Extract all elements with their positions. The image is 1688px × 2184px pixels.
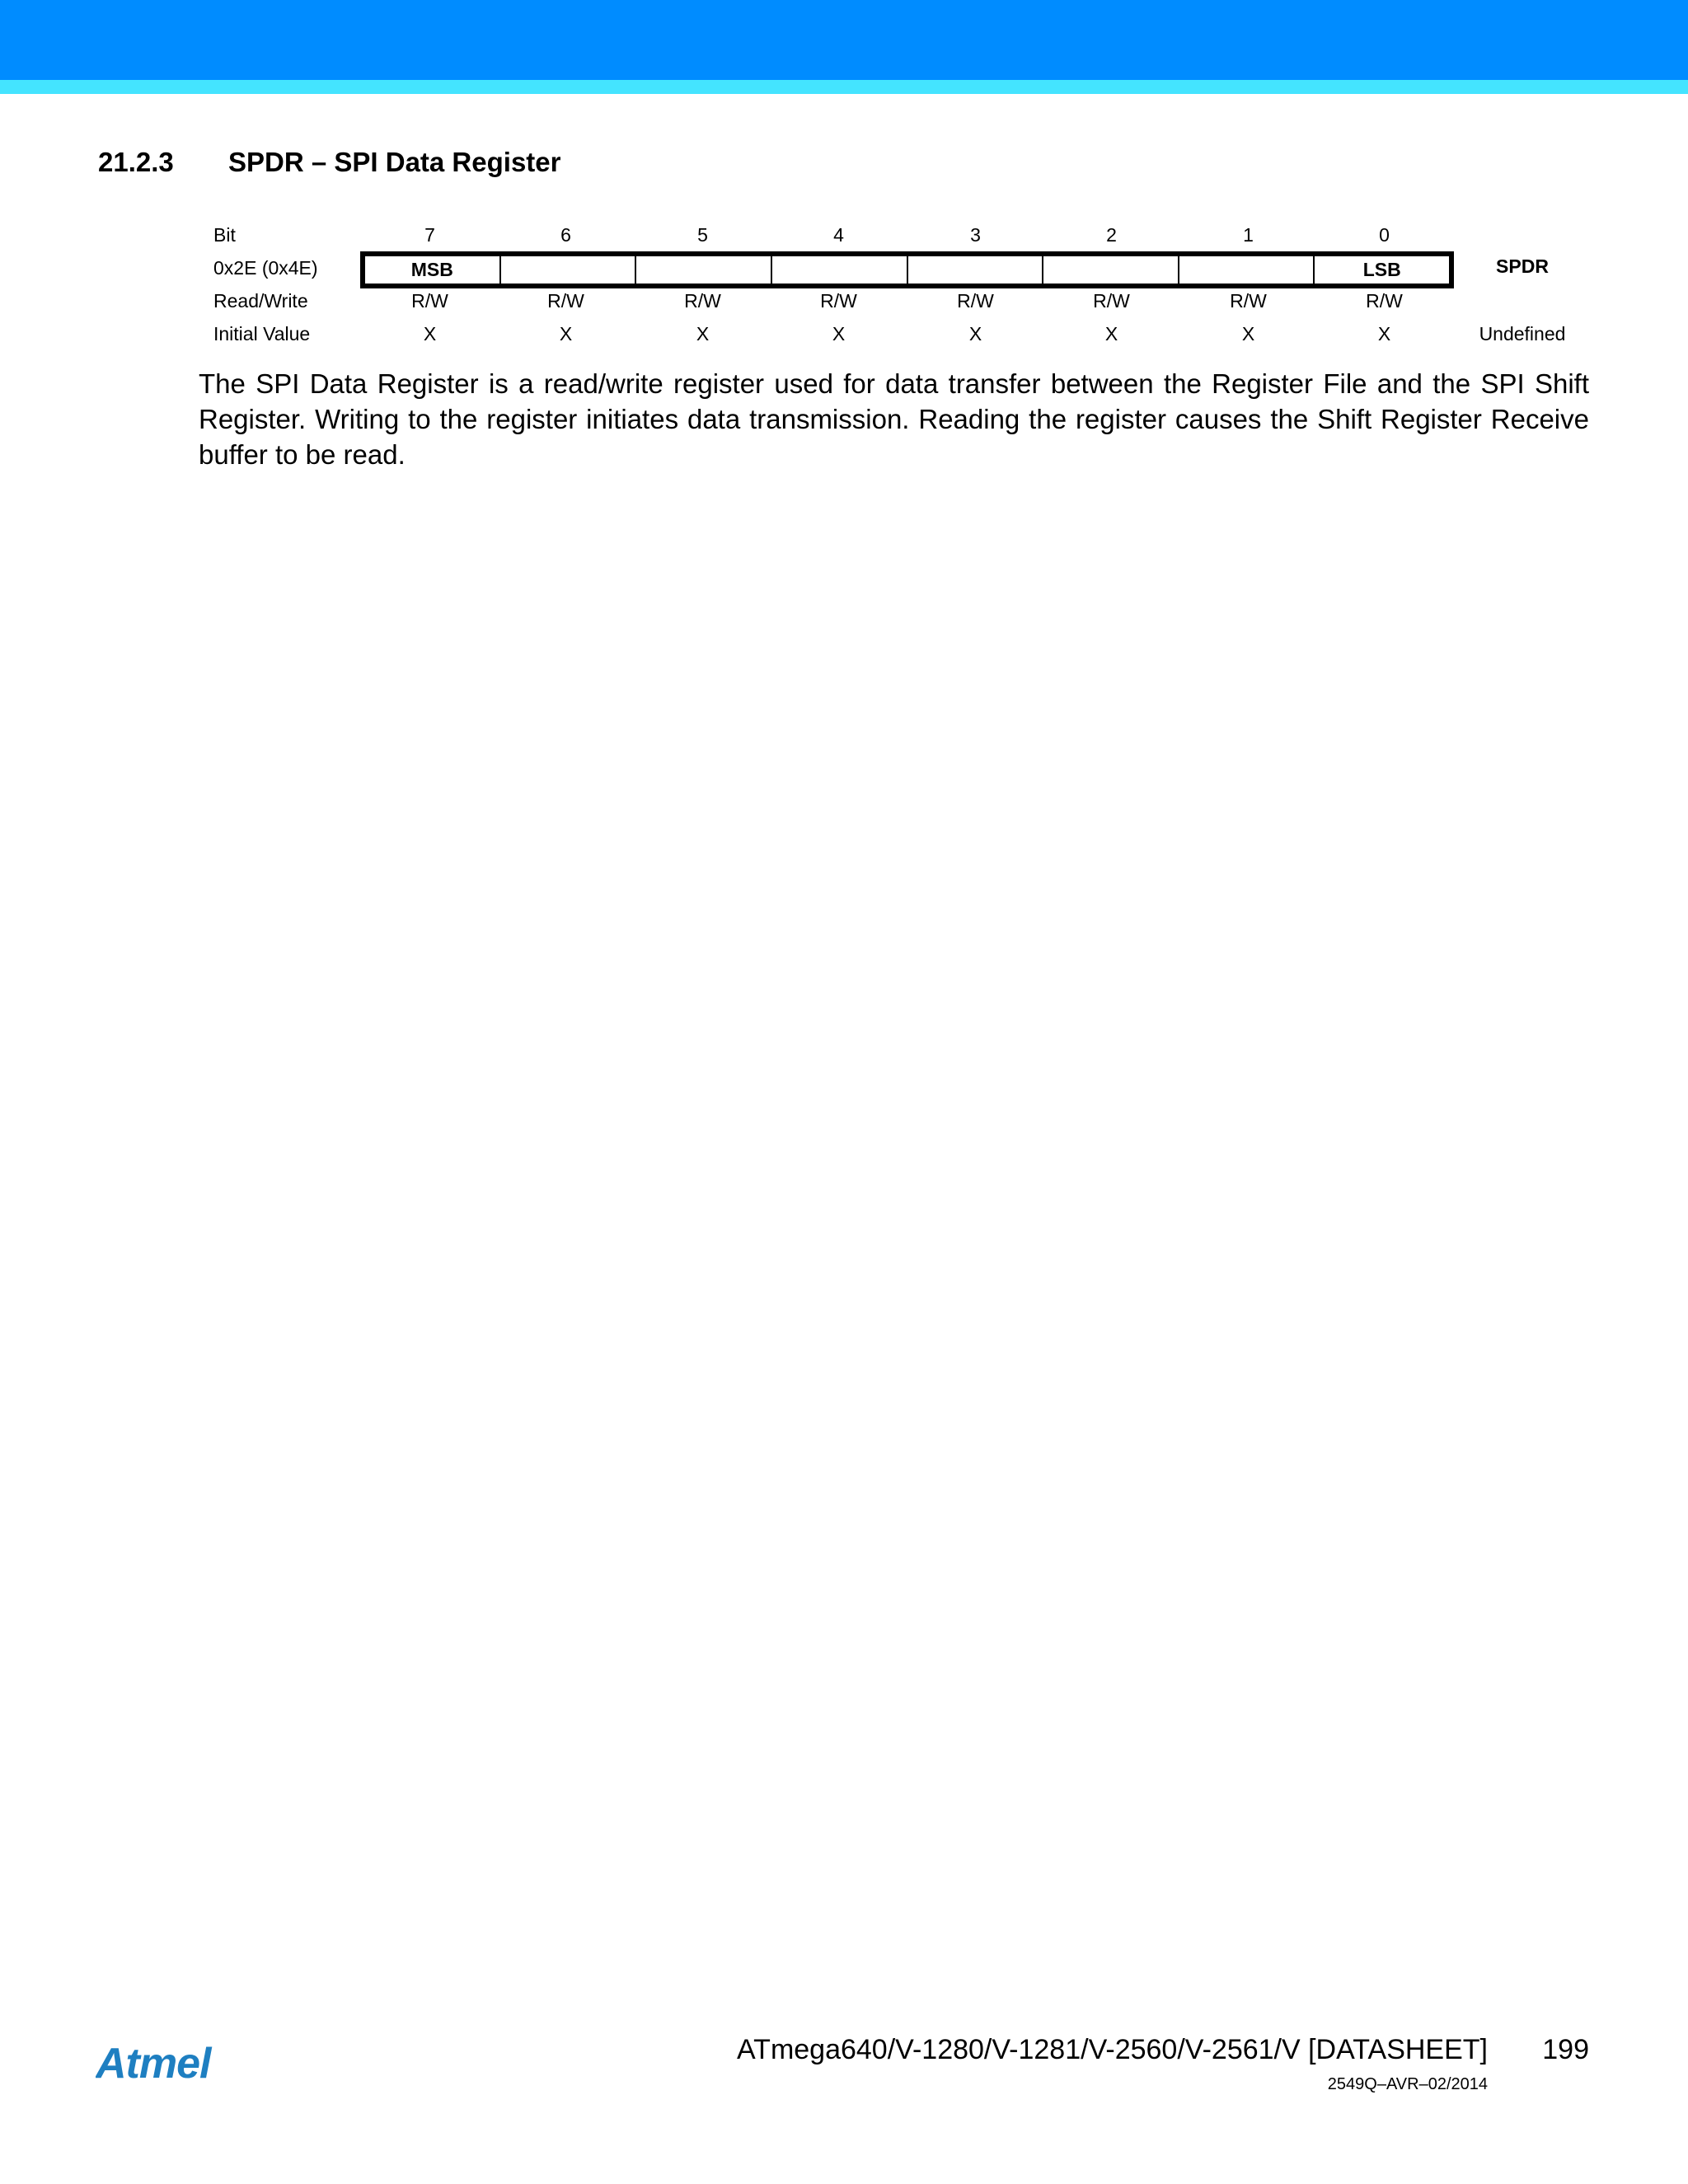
body-paragraph: The SPI Data Register is a read/write register used for data transfer between the Register File and the SPI Shift Register. Writing to the register initiates data transmission. Reading the register causes the Shift Register Receive buffer to be read.	[199, 368, 1589, 470]
access-cell: R/W	[547, 290, 584, 312]
initial-value-cell: X	[1104, 323, 1118, 344]
initial-value-cell: X	[832, 323, 846, 344]
initial-value-cell: X	[1377, 323, 1391, 344]
read-write-row-label: Read/Write	[213, 290, 308, 312]
initial-value-cell: X	[1241, 323, 1255, 344]
access-cell: R/W	[411, 290, 448, 312]
access-cell: R/W	[1230, 290, 1267, 312]
footer-page-number: 199	[1542, 2034, 1589, 2065]
bit-number: 6	[560, 224, 571, 246]
access-cell: R/W	[1093, 290, 1130, 312]
footer-doc-title: ATmega640/V-1280/V-1281/V-2560/V-2561/V [DATASHEET]	[737, 2034, 1488, 2065]
atmel-logo	[96, 2040, 240, 2090]
bit-field	[636, 256, 772, 284]
bit-number: 4	[833, 224, 844, 246]
bit-field: LSB	[1362, 259, 1401, 280]
section-title: SPDR – SPI Data Register	[228, 147, 561, 177]
header-stripe	[0, 80, 1688, 94]
initial-value-row-label: Initial Value	[213, 323, 311, 344]
bit-row-label: Bit	[213, 224, 236, 246]
access-cell: R/W	[684, 290, 721, 312]
access-cell: R/W	[820, 290, 857, 312]
initial-value-cell: X	[696, 323, 710, 344]
bit-field	[772, 256, 908, 284]
bit-field: MSB	[365, 256, 501, 284]
bit-number: 7	[424, 224, 435, 246]
bit-number: 2	[1106, 224, 1117, 246]
header-band	[0, 0, 1688, 80]
bit-number: 5	[697, 224, 708, 246]
initial-value-note: Undefined	[1479, 323, 1566, 344]
register-name: SPDR	[1496, 255, 1549, 277]
footer-doc-number: 2549Q–AVR–02/2014	[1327, 2075, 1488, 2093]
bit-number: 0	[1379, 224, 1390, 246]
bit-number: 3	[970, 224, 981, 246]
initial-value-cell: X	[968, 323, 982, 344]
bit-number: 1	[1243, 224, 1254, 246]
atmel-logo-text: Atmel	[96, 2040, 211, 2086]
register-field-box	[360, 251, 1454, 288]
access-cell: R/W	[957, 290, 994, 312]
bit-field	[908, 256, 1044, 284]
bit-field	[1179, 256, 1315, 284]
section-number: 21.2.3	[98, 147, 174, 177]
bit-field	[501, 256, 637, 284]
access-cell: R/W	[1366, 290, 1403, 312]
bit-field	[1043, 256, 1179, 284]
initial-value-cell: X	[423, 323, 437, 344]
address-row-label: 0x2E (0x4E)	[213, 257, 318, 279]
initial-value-cell: X	[559, 323, 573, 344]
